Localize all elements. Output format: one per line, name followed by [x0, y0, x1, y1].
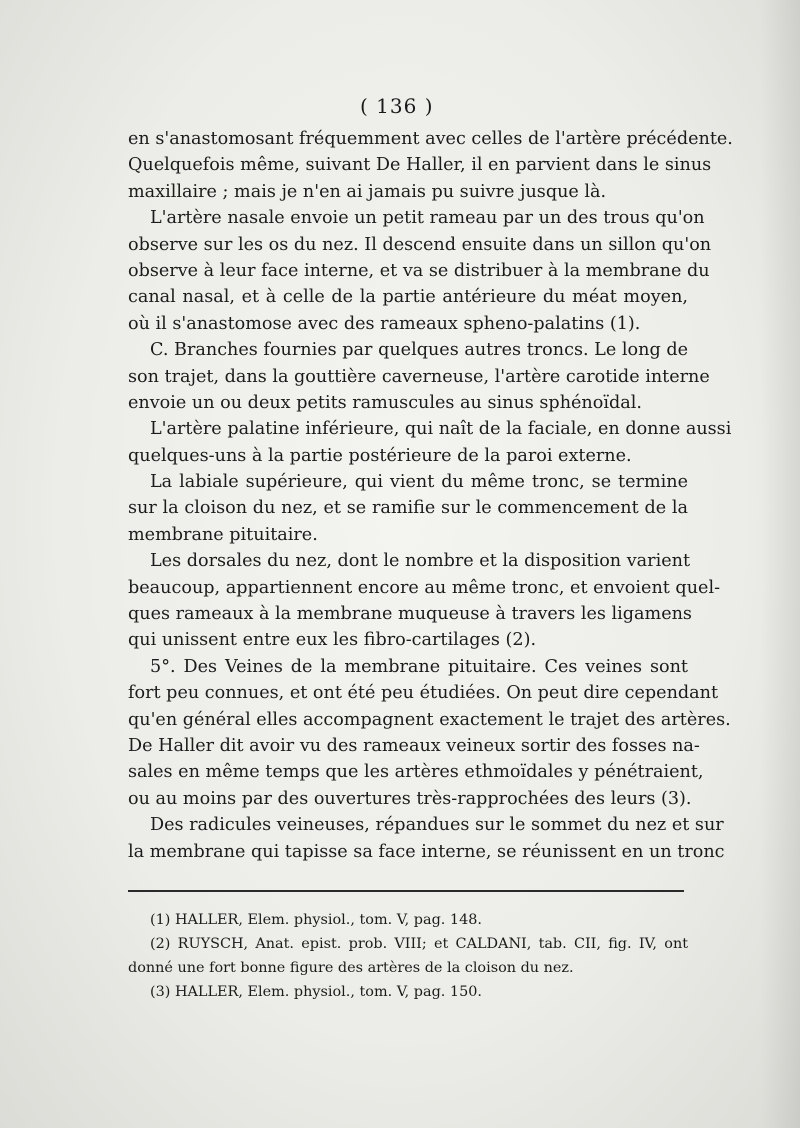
- text-line: sales en même temps que les artères ethmoïdales y pénétraient,: [128, 762, 704, 783]
- footnote-line: (2) RUYSCH, Anat. epist. prob. VIII; et CALDANI, tab. CII, fig. IV, ont: [150, 936, 688, 952]
- text-line: Des radicules veineuses, répandues sur le sommet du nez et sur: [150, 815, 724, 836]
- text-line: qu'en général elles accompagnent exactement le trajet des artères.: [128, 709, 731, 730]
- text-line: Quelquefois même, suivant De Haller, il en parvient dans le sinus: [128, 155, 712, 176]
- text-line: De Haller dit avoir vu des rameaux veineux sortir des fosses na-: [128, 735, 700, 756]
- text-line: membrane pituitaire.: [128, 524, 318, 545]
- text-line: fort peu connues, et ont été peu étudiées. On peut dire cependant: [128, 683, 719, 704]
- text-line: son trajet, dans la gouttière caverneuse, l'artère carotide interne: [128, 366, 710, 387]
- text-line: C. Branches fournies par quelques autres troncs. Le long de: [150, 340, 688, 361]
- text-line: Les dorsales du nez, dont le nombre et la disposition varient: [150, 551, 691, 572]
- text-line: la membrane qui tapisse sa face interne, se réunissent en un tronc: [128, 841, 725, 862]
- text-line: maxillaire ; mais je n'en ai jamais pu suivre jusque là.: [128, 181, 607, 202]
- text-line: en s'anastomosant fréquemment avec celles de l'artère précédente.: [128, 129, 733, 149]
- body-text: [128, 126, 733, 865]
- page-edge-shadow: [760, 0, 800, 1128]
- text-line: beaucoup, appartiennent encore au même tronc, et envoient quel-: [128, 577, 721, 598]
- text-line: sur la cloison du nez, et se ramifie sur le commencement de la: [128, 498, 688, 519]
- text-line: La labiale supérieure, qui vient du même tronc, se termine: [150, 472, 688, 493]
- text-line: canal nasal, et à celle de la partie antérieure du méat moyen,: [128, 287, 688, 308]
- text-line: envoie un ou deux petits ramuscules au sinus sphénoïdal.: [128, 392, 642, 413]
- text-line: ou au moins par des ouvertures très-rapprochées des leurs (3).: [128, 788, 692, 809]
- footnote-divider: [128, 890, 684, 892]
- text-line: où il s'anastomose avec des rameaux spheno-palatins (1).: [128, 313, 641, 334]
- footnotes: [128, 908, 688, 1004]
- text-line: observe sur les os du nez. Il descend ensuite dans un sillon qu'on: [128, 234, 712, 255]
- text-line: L'artère palatine inférieure, qui naît de la faciale, en donne aussi: [150, 419, 732, 440]
- text-line: quelques-uns à la partie postérieure de la paroi externe.: [128, 445, 632, 466]
- text-line: qui unissent entre eux les fibro-cartilages (2).: [128, 630, 537, 651]
- page-number: ( 136 ): [360, 94, 434, 118]
- text-line: observe à leur face interne, et va se distribuer à la membrane du: [128, 260, 710, 281]
- text-line: 5°. Des Veines de la membrane pituitaire. Ces veines sont: [150, 656, 688, 677]
- text-line: ques rameaux à la membrane muqueuse à travers les ligamens: [128, 604, 692, 625]
- footnote-line: donné une fort bonne figure des artères de la cloison du nez.: [128, 960, 574, 976]
- footnote-line: (3) HALLER, Elem. physiol., tom. V, pag. 150.: [150, 984, 482, 1000]
- footnote-line: (1) HALLER, Elem. physiol., tom. V, pag. 148.: [150, 912, 482, 928]
- text-line: L'artère nasale envoie un petit rameau par un des trous qu'on: [150, 208, 705, 229]
